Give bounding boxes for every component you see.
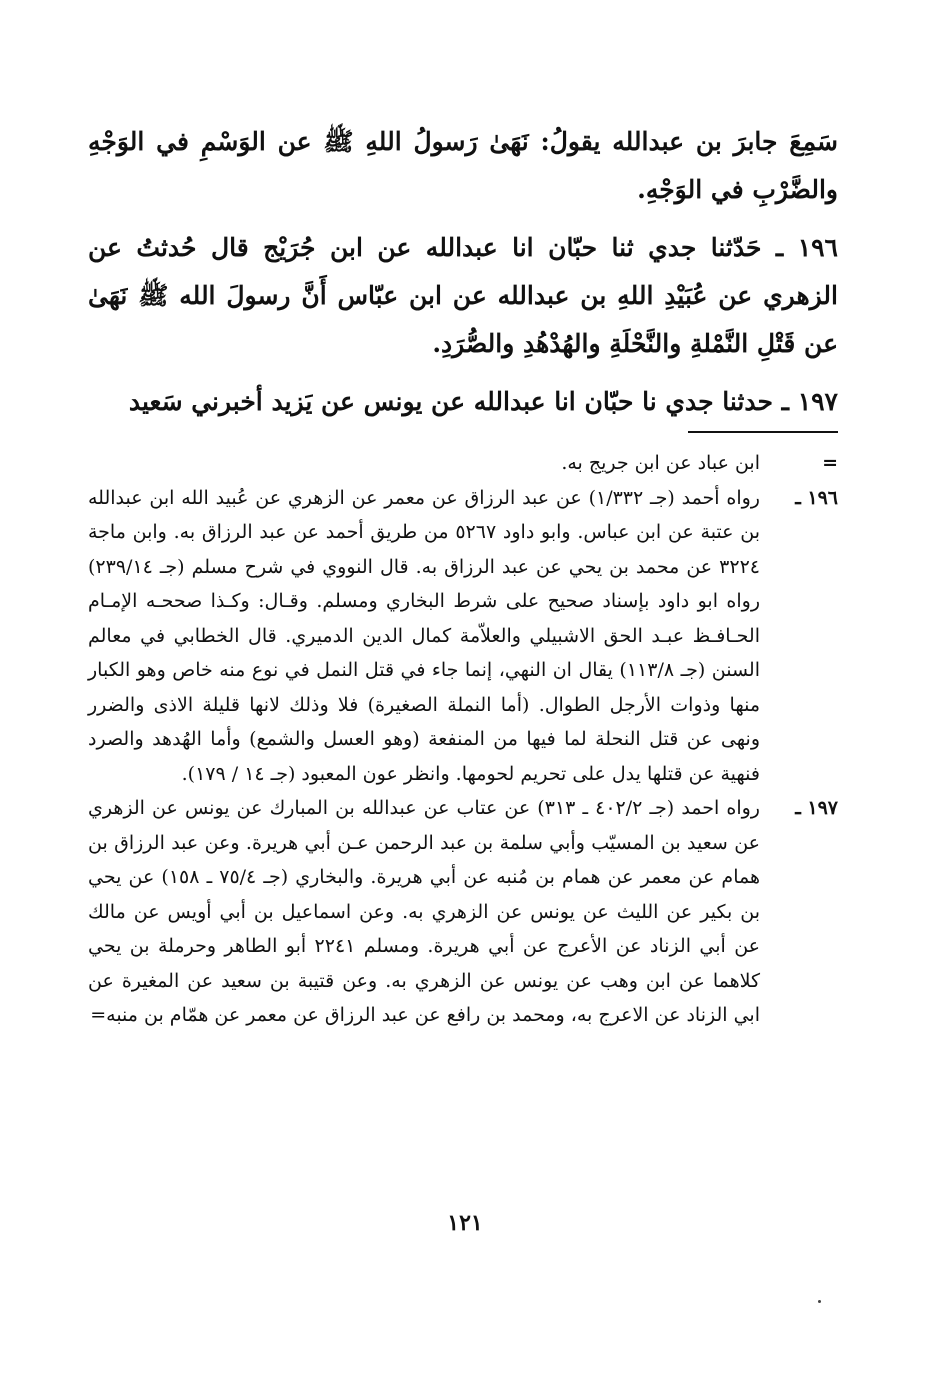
footnote-197-text: رواه احمد (جـ ٤٠٢/٢ ـ ٣١٣) عن عتاب عن عبدالله بن المبارك عن يونس عن الزهري عن سعيد بن المسيّب وأبي سلمة بن عبد الرحمن عـن أبي هريرة. وعن عبد الرزاق بن همام عن معمر عن همام بن مُنبه عن أبي هريرة. والبخاري (جـ ٧٥/٤ ـ ١٥٨) عن يحي بن بكير عن الليث عن يونس عن الزهري به. وعن اسماعيل بن أبي أويس عن مالك عن أبي الزناد عن الأعرج عن أبي هريرة. ومسلم ٢٢٤١ أبو الطاهر وحرملة بن يحي كلاهما عن ابن وهب عن يونس عن الزهري به. وعن قتيبة بن سعيد عن المغيرة عن ابي الزناد عن الاعرج به، ومحمد بن رافع عن عبد الرزاق عن معمر عن همّام بن منبه=	[88, 797, 760, 1026]
main-paragraph-hadith-196: ١٩٦ ـ حَدّثنا جدي ثنا حبّان انا عبدالله عن ابن جُرَيْج قال حُدثتُ عن الزهري عن عُبَيْدِ اللهِ بن عبدالله عن ابن عبّاس أَنَّ رسولَ الله ﷺ نَهَىٰ عن قَتْلِ النَّمْلةِ والنَّحْلَةِ والهُدْهُدِ والصُّرَدِ.	[88, 233, 838, 358]
footnote-continuation-text: ابن عباد عن ابن جريج به.	[561, 452, 760, 474]
footnote-197-number: ١٩٧ ـ	[795, 797, 838, 819]
page-number: ١٢١	[447, 1210, 483, 1236]
scan-speck	[818, 1300, 821, 1303]
footnote-196-number: ١٩٦ ـ	[795, 486, 838, 509]
footnote-196	[88, 481, 838, 792]
main-paragraph-hadith-195-end: سَمِعَ جابرَ بن عبدالله يقولُ: نَهَىٰ رَسولُ اللهِ ﷺ عن الوَسْمِ في الوَجْهِ والضَّرْبِ في الوَجْهِ.	[88, 127, 838, 204]
footnotes	[88, 446, 838, 1033]
footnote-196-text: رواه أحمد (جـ ١/٣٣٢) عن عبد الرزاق عن معمر عن الزهري عن عُبيد الله ابن عبدالله بن عتبة عن ابن عباس. وابو داود ٥٢٦٧ من طريق أحمد عن عبد الرزاق به. وابن ماجة ٣٢٢٤ عن محمد بن يحي عن عبد الرزاق به. قال النووي في شرح مسلم (جـ ٢٣٩/١٤) رواه ابو داود بإسناد صحيح على شرط البخاري ومسلم. وقـال: وكـذا صححـه الإمـام الحـافـظ عبـد الحق الاشبيلي والعلاّمة كمال الدين الدميري. قال الخطابي في معالم السنن (جـ ١١٣/٨) يقال ان النهي، إنما جاء في قتل النمل في نوع منه خاص وهو الكبار منها وذوات الأرجل الطوال. (أما النملة الصغيرة) فلا وذلك لانها قليلة الاذى والضرر ونهى عن قتل النحلة لما فيها من المنفعة (وهو العسل والشمع) وأما الهُدهد والصرد فنهية عن قتلها يدل على تحريم لحومها. وانظر عون المعبود (جـ ١٤ / ١٧٩).	[88, 486, 761, 785]
footnote-continuation	[88, 446, 838, 481]
footnote-divider	[688, 431, 838, 433]
main-paragraph-hadith-197: ١٩٧ ـ حدثنا جدي نا حبّان انا عبدالله عن يونس عن يَزيد أخبرني سَعيد	[128, 387, 838, 416]
footnote-197	[88, 791, 838, 1033]
main-text	[88, 118, 838, 436]
footnote-continuation-mark: =	[822, 452, 838, 474]
